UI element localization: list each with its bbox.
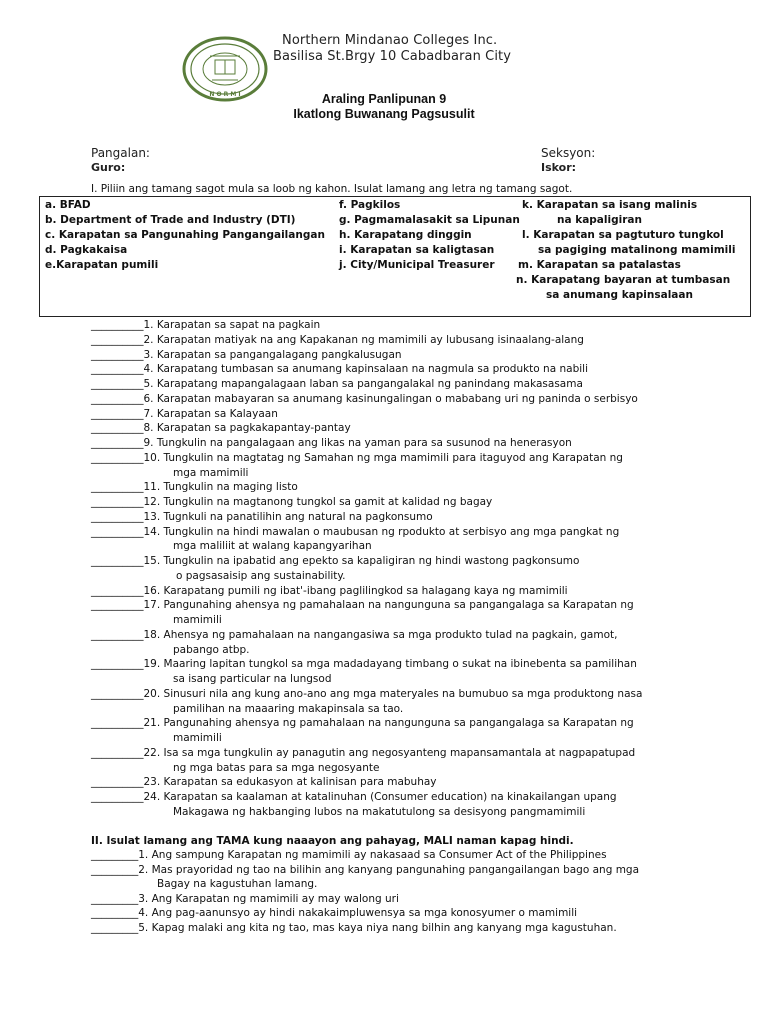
- question-item-continuation: ng mga batas para sa mga negosyante: [173, 761, 380, 774]
- seksyon-label: Seksyon:: [541, 146, 596, 160]
- question-item: __________9. Tungkulin na pangalagaan ang likas na yaman para sa susunod na henerasyon: [91, 437, 572, 449]
- choice-item: f. Pagkilos: [339, 199, 401, 211]
- choice-item: c. Karapatan sa Pangunahing Pangangailangan: [45, 229, 325, 241]
- question-item: __________13. Tugnkuli na panatilihin ang natural na pagkonsumo: [91, 510, 433, 523]
- question-item: __________2. Karapatan matiyak na ang Kapakanan ng mamimili ay lubusang isinaalang-alang: [91, 333, 584, 346]
- question-item-continuation: pabango atbp.: [173, 643, 250, 656]
- part1-instruction: I. Piliin ang tamang sagot mula sa loob ng kahon. Isulat lamang ang letra ng tamang sagot.: [91, 183, 573, 195]
- choice-item: b. Department of Trade and Industry (DTI): [45, 214, 296, 226]
- choice-item: sa pagiging matalinong mamimili: [538, 244, 736, 256]
- choice-item: g. Pagmamalasakit sa Lipunan: [339, 214, 520, 226]
- part2-instruction: II. Isulat lamang ang TAMA kung naaayon ang pahayag, MALI naman kapag hindi.: [91, 835, 574, 847]
- seal-bottom-text: N O R M I: [209, 91, 241, 98]
- true-false-item: _________3. Ang Karapatan ng mamimili ay may walong uri: [91, 892, 399, 905]
- school-address: Basilisa St.Brgy 10 Cabadbaran City: [273, 49, 512, 64]
- school-name: Northern Mindanao Colleges Inc.: [282, 33, 498, 48]
- choice-item: n. Karapatang bayaran at tumbasan: [516, 274, 731, 286]
- choice-item: na kapaligiran: [557, 214, 642, 226]
- iskor-label: Iskor:: [541, 161, 577, 174]
- question-item: __________15. Tungkulin na ipabatid ang epekto sa kapaligiran ng hindi wastong pagkonsumo: [91, 555, 580, 567]
- guro-label: Guro:: [91, 161, 126, 174]
- choice-item: a. BFAD: [45, 199, 91, 211]
- question-item: __________16. Karapatang pumili ng ibat'-ibang paglilingkod sa halagang kaya ng mamimili: [91, 584, 568, 597]
- true-false-item: _________4. Ang pag-aanunsyo ay hindi nakakaimpluwensya sa mga konosyumer o mamimili: [91, 907, 578, 920]
- choice-item: m. Karapatan sa patalastas: [518, 259, 681, 271]
- choice-item: d. Pagkakaisa: [45, 244, 128, 256]
- choice-item: j. City/Municipal Treasurer: [339, 259, 495, 271]
- question-item: __________8. Karapatan sa pagkakapantay-pantay: [91, 422, 351, 435]
- question-item-continuation: mga mamimili: [173, 466, 249, 479]
- question-item: __________1. Karapatan sa sapat na pagkain: [91, 319, 321, 331]
- question-item: __________6. Karapatan mabayaran sa anumang kasinungalingan o mababang uri ng paninda o serbisyo: [91, 392, 638, 405]
- question-item: __________23. Karapatan sa edukasyon at kalinisan para mabuhay: [91, 776, 437, 789]
- choice-item: sa anumang kapinsalaan: [546, 289, 693, 301]
- exam-title: Ikatlong Buwanang Pagsusulit: [293, 107, 475, 121]
- question-item-continuation: mamimili: [173, 614, 222, 626]
- question-item-continuation: Makagawa ng hakbanging lubos na makatutulong sa desisyong pangmamimili: [173, 805, 586, 818]
- question-item-continuation: pamilihan na maaaring makapinsala sa tao.: [173, 702, 404, 715]
- question-item: __________24. Karapatan sa kaalaman at katalinuhan (Consumer education) na kinakailangan upang: [91, 791, 617, 803]
- question-item: __________5. Karapatang mapangalagaan laban sa pangangalakal ng panindang makasasama: [91, 378, 583, 390]
- question-item-continuation: mamimili: [173, 732, 222, 744]
- choice-item: h. Karapatang dinggin: [339, 229, 472, 241]
- pangalan-label: Pangalan:: [91, 146, 150, 160]
- question-item: __________10. Tungkulin na magtatag ng Samahan ng mga mamimili para itaguyod ang Karapatan ng: [91, 451, 623, 464]
- question-item: __________19. Maaring lapitan tungkol sa mga madadayang timbang o sukat na ibinebenta sa pamilihan: [91, 658, 637, 671]
- true-false-item: _________2. Mas prayoridad ng tao na bilihin ang kanyang pangunahing pangangailangan bago ang mga: [91, 863, 640, 876]
- question-item: __________22. Isa sa mga tungkulin ay panagutin ang negosyanteng mapansamantala at nagpapatupad: [91, 746, 636, 759]
- true-false-item: _________5. Kapag malaki ang kita ng tao, mas kaya niya nang bilhin ang kanyang mga kagustuhan.: [91, 922, 617, 934]
- question-item: __________21. Pangunahing ahensya ng pamahalaan na nangunguna sa pangangalaga sa Karapatan ng: [91, 717, 634, 730]
- question-item: __________7. Karapatan sa Kalayaan: [91, 407, 278, 420]
- true-false-item: _________1. Ang sampung Karapatan ng mamimili ay nakasaad sa Consumer Act of the Philippines: [91, 849, 607, 861]
- question-item-continuation: sa isang particular na lungsod: [173, 673, 332, 685]
- question-item-continuation: o pagsasaisip ang sustainability.: [176, 569, 346, 582]
- choice-item: k. Karapatan sa isang malinis: [522, 199, 698, 211]
- question-item: __________14. Tungkulin na hindi mawalan o maubusan ng rpodukto at serbisyo ang mga pangkat ng: [91, 525, 620, 538]
- question-item: __________18. Ahensya ng pamahalaan na nangangasiwa sa mga produkto tulad na pagkain, gamot,: [91, 628, 618, 641]
- question-item: __________4. Karapatang tumbasan sa anumang kapinsalaan na nagmula sa produkto na nabili: [91, 363, 588, 376]
- choice-item: i. Karapatan sa kaligtasan: [339, 244, 495, 256]
- question-item-continuation: mga maliliit at walang kapangyarihan: [173, 540, 372, 553]
- question-item: __________11. Tungkulin na maging listo: [91, 481, 298, 494]
- true-false-item-continuation: Bagay na kagustuhan lamang.: [157, 878, 318, 891]
- choice-item: l. Karapatan sa pagtuturo tungkol: [522, 229, 724, 241]
- question-item: __________12. Tungkulin na magtanong tungkol sa gamit at kalidad ng bagay: [91, 496, 493, 508]
- question-item: __________3. Karapatan sa pangangalagang pangkalusugan: [91, 348, 402, 361]
- question-item: __________17. Pangunahing ahensya ng pamahalaan na nangunguna sa pangangalaga sa Karapatan ng: [91, 599, 634, 612]
- choice-item: e.Karapatan pumili: [45, 259, 159, 271]
- question-item: __________20. Sinusuri nila ang kung ano-ano ang mga materyales na bumubuo sa mga produktong nasa: [91, 687, 643, 700]
- subject-title: Araling Panlipunan 9: [321, 92, 447, 106]
